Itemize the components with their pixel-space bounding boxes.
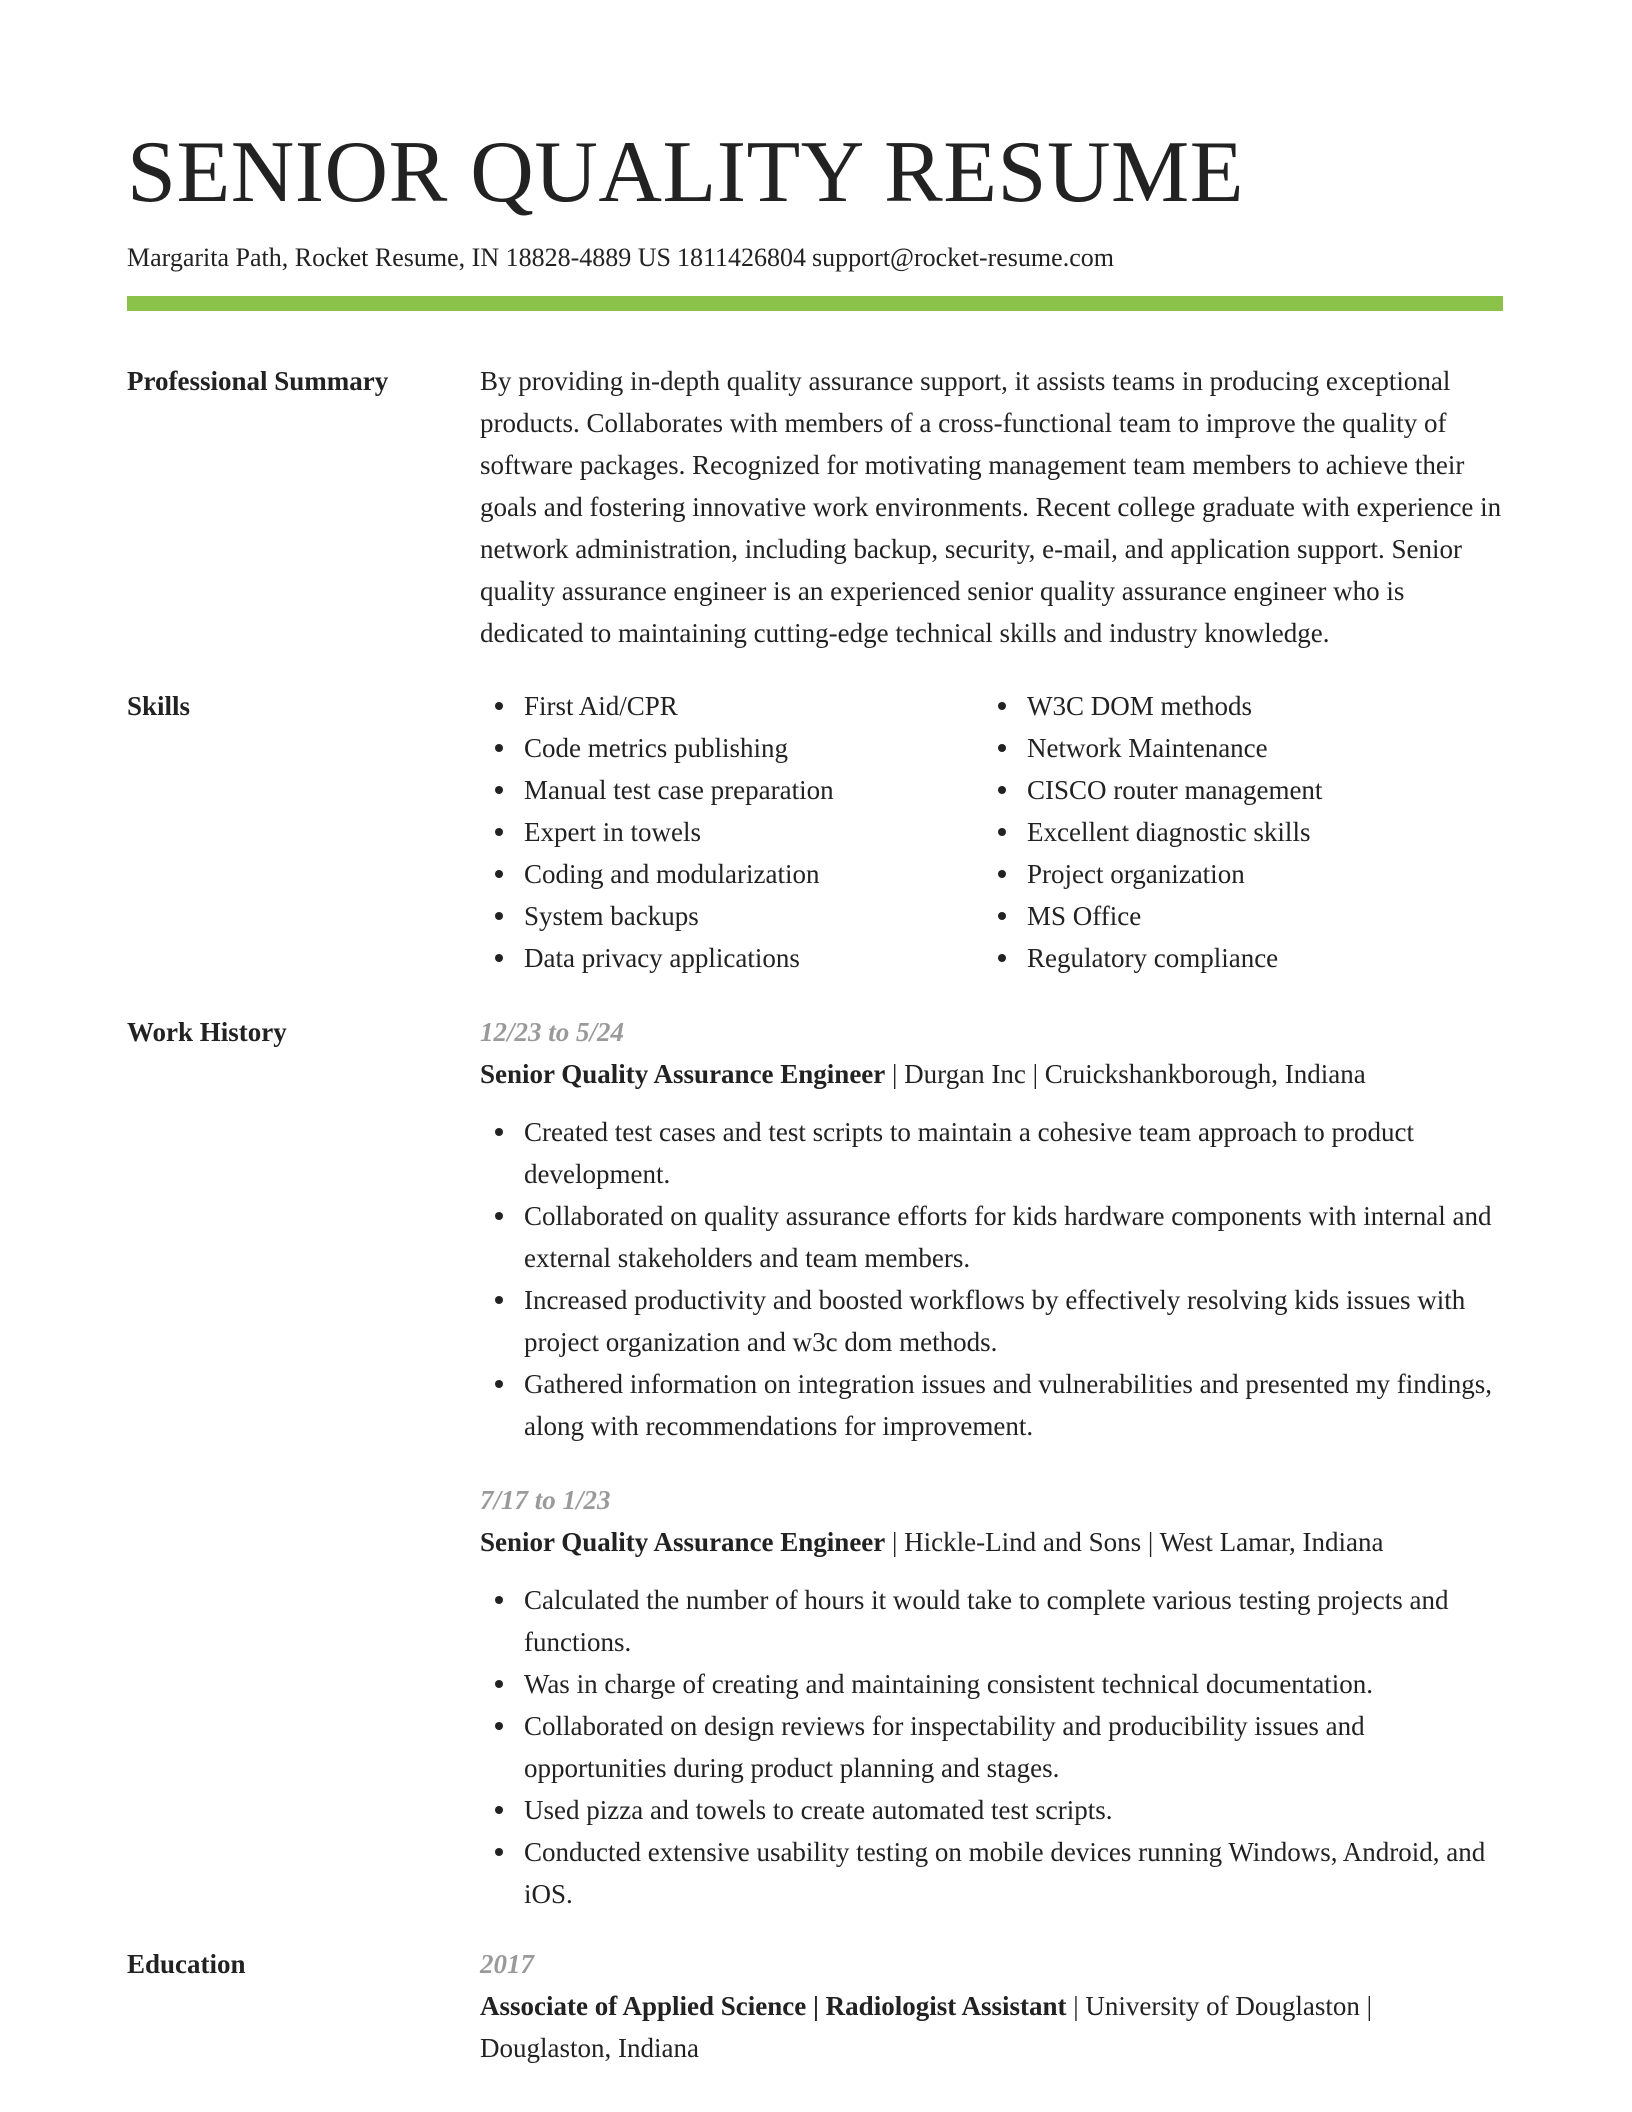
skill-item: Project organization [983,853,1486,895]
job-heading [480,1053,1503,1095]
job-bullet: Gathered information on integration issues and vulnerabilities and presented my findings, along with recommendations for improvement. [480,1363,1503,1447]
skill-item: Data privacy applications [480,937,983,979]
skills-columns [480,685,1503,979]
skill-item: Expert in towels [480,811,983,853]
education-details: | University of Douglaston | Douglaston, Indiana [480,1991,1373,2063]
contact-email: support@rocket-resume.com [812,243,1114,272]
skill-item: Regulatory compliance [983,937,1486,979]
skill-item: First Aid/CPR [480,685,983,727]
work-history-body [480,1011,1503,1915]
job-bullet: Collaborated on quality assurance efforts for kids hardware components with internal and external stakeholders and team members. [480,1195,1503,1279]
resume-header [127,118,1503,311]
job-bullet: Conducted extensive usability testing on mobile devices running Windows, Android, and iOS. [480,1831,1503,1915]
job-heading [480,1521,1503,1563]
accent-divider [127,296,1503,311]
section-title-summary: Professional Summary [127,366,389,396]
contact-line [127,240,1503,276]
section-title-education: Education [127,1949,246,1979]
skill-item: MS Office [983,895,1486,937]
job-bullet: Was in charge of creating and maintaining consistent technical documentation. [480,1663,1503,1705]
education-date: 2017 [480,1949,534,1979]
job-date: 7/17 to 1/23 [480,1485,611,1515]
skill-item: Excellent diagnostic skills [983,811,1486,853]
job-details: | Durgan Inc | Cruickshankborough, Indiana [885,1059,1366,1089]
skill-item: System backups [480,895,983,937]
summary-text: By providing in-depth quality assurance support, it assists teams in producing exceptional products. Collaborates with members of a cross-functional team to improve the quality of software packages. Recognized for motivating management team members to achieve their goals and fostering innovative work environments. Recent college graduate with experience in network administration, including backup, security, e-mail, and application support. Senior quality assurance engineer is an experienced senior quality assurance engineer who is dedicated to maintaining cutting-edge technical skills and industry knowledge. [480,366,1502,648]
job-bullets [480,1111,1503,1447]
skill-item: Network Maintenance [983,727,1486,769]
job-bullets [480,1579,1503,1915]
job-bullet: Collaborated on design reviews for inspectability and producibility issues and opportunities during product planning and stages. [480,1705,1503,1789]
job-entry [480,1011,1503,1447]
resume-page [127,118,1503,2069]
job-details: | Hickle-Lind and Sons | West Lamar, Indiana [885,1527,1384,1557]
job-entry [480,1479,1503,1915]
job-date: 12/23 to 5/24 [480,1017,625,1047]
section-title-skills: Skills [127,691,191,721]
skills-section [127,685,1503,979]
contact-phone: 1811426804 [677,243,807,272]
work-history-section [127,1011,1503,1915]
skills-list-right [983,685,1486,979]
section-title-work: Work History [127,1017,287,1047]
education-heading [480,1985,1503,2069]
skill-item: W3C DOM methods [983,685,1486,727]
job-bullet: Increased productivity and boosted workflows by effectively resolving kids issues with project organization and w3c dom methods. [480,1279,1503,1363]
education-degree: Associate of Applied Science | Radiologist Assistant [480,1991,1067,2021]
job-bullet: Created test cases and test scripts to maintain a cohesive team approach to product development. [480,1111,1503,1195]
education-section [127,1943,1503,2069]
contact-address: Margarita Path, Rocket Resume, IN 18828-4889 US [127,243,671,272]
skill-item: CISCO router management [983,769,1486,811]
skill-item: Coding and modularization [480,853,983,895]
job-title: Senior Quality Assurance Engineer [480,1527,886,1557]
education-body [480,1943,1503,2069]
skill-item: Code metrics publishing [480,727,983,769]
summary-section [127,360,1503,654]
job-title: Senior Quality Assurance Engineer [480,1059,886,1089]
skill-item: Manual test case preparation [480,769,983,811]
job-bullet: Used pizza and towels to create automated test scripts. [480,1789,1503,1831]
job-bullet: Calculated the number of hours it would take to complete various testing projects and functions. [480,1579,1503,1663]
resume-title: SENIOR QUALITY RESUME [127,124,1244,221]
skills-list-left [480,685,983,979]
